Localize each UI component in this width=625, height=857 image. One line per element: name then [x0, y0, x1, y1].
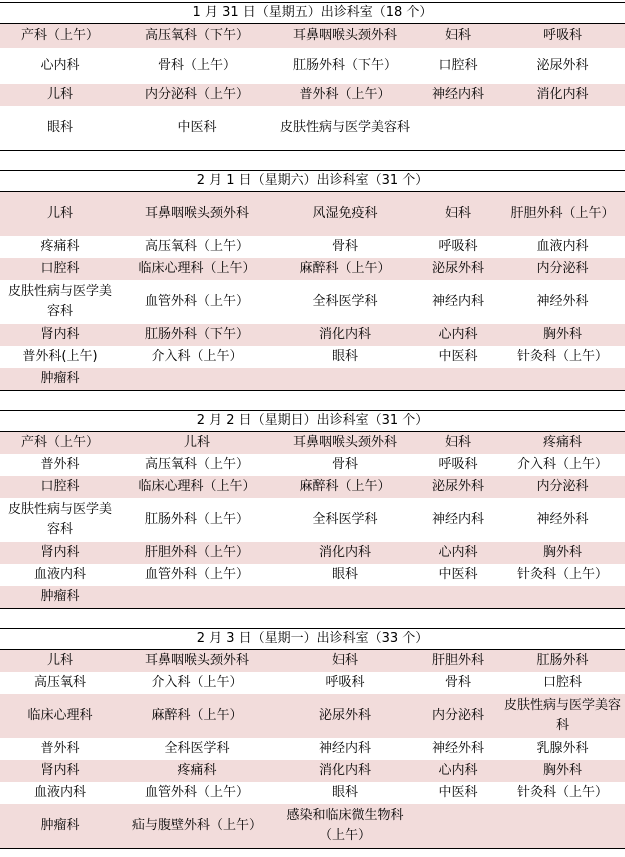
department-cell [500, 106, 625, 150]
department-cell: 耳鼻咽喉头颈外科 [120, 650, 274, 672]
department-cell: 肾内科 [0, 542, 120, 564]
department-cell: 儿科 [0, 84, 120, 106]
department-cell [416, 586, 500, 608]
department-cell: 神经外科 [431, 741, 484, 756]
department-cell: 普外科 [40, 457, 80, 472]
department-cell [500, 586, 625, 608]
table-row [0, 564, 625, 586]
department-cell: 消化内科 [274, 542, 416, 564]
department-cell: 高压氧科（下午） [120, 24, 274, 48]
department-cell: 中医科 [438, 785, 478, 800]
department-cell: 临床心理科（上午） [120, 476, 274, 498]
department-cell: 肿瘤科 [0, 804, 120, 848]
department-cell [500, 804, 625, 848]
department-cell: 呼吸科 [438, 239, 478, 254]
department-cell [416, 368, 500, 390]
department-cell: 肛肠外科（下午） [292, 58, 397, 73]
department-cell: 神经外科 [536, 512, 589, 527]
department-cell: 临床心理科 [0, 694, 120, 738]
department-cell: 血管外科（上午） [144, 294, 249, 309]
department-cell: 风湿免疫科 [274, 192, 416, 236]
department-cell: 高压氧科（上午） [144, 457, 249, 472]
department-cell: 泌尿外科 [416, 476, 500, 498]
department-cell: 神经内科 [431, 512, 484, 527]
department-cell [274, 368, 416, 390]
section-gap [0, 151, 625, 170]
department-cell: 妇科 [416, 432, 500, 454]
department-cell: 血管外科（上午） [144, 785, 249, 800]
department-cell: 肛肠外科（上午） [144, 512, 249, 527]
department-cell: 眼科 [331, 567, 358, 582]
table-row [0, 48, 625, 84]
table-row [0, 454, 625, 476]
table-row [0, 650, 625, 672]
table-row [0, 586, 625, 608]
department-cell: 消化内科 [500, 84, 625, 106]
department-table [0, 432, 625, 608]
department-cell: 神经内科 [431, 294, 484, 309]
department-cell: 消化内科 [274, 324, 416, 346]
department-cell: 内分泌科 [500, 476, 625, 498]
section-title: 2 月 2 日（星期日）出诊科室（31 个） [0, 410, 625, 432]
schedule-section-feb3 [0, 628, 625, 849]
department-cell: 感染和临床微生物科（上午） [274, 804, 416, 848]
department-cell: 儿科 [0, 192, 120, 236]
table-row [0, 498, 625, 542]
department-cell: 呼吸科 [325, 675, 365, 690]
department-cell: 全科医学科 [312, 294, 378, 309]
department-cell [120, 368, 274, 390]
table-row [0, 236, 625, 258]
department-cell: 胸外科 [500, 760, 625, 782]
department-cell: 普外科 [40, 741, 80, 756]
department-cell: 肝胆外科 [416, 650, 500, 672]
department-cell: 产科（上午） [0, 432, 120, 454]
department-cell [274, 586, 416, 608]
section-title: 2 月 1 日（星期六）出诊科室（31 个） [0, 170, 625, 192]
department-cell [416, 106, 500, 150]
department-cell: 疼痛科 [40, 239, 80, 254]
department-cell: 全科医学科 [164, 741, 230, 756]
department-cell: 肛肠外科（下午） [120, 324, 274, 346]
section-title: 1 月 31 日（星期五）出诊科室（18 个） [0, 2, 625, 24]
department-cell: 普外科（上午） [274, 84, 416, 106]
department-cell: 血液内科 [536, 239, 589, 254]
department-cell: 耳鼻咽喉头颈外科 [274, 432, 416, 454]
department-cell: 肝胆外科（上午） [120, 542, 274, 564]
section-title: 2 月 3 日（星期一）出诊科室（33 个） [0, 628, 625, 650]
section-gap [0, 391, 625, 410]
department-cell: 骨科 [331, 457, 358, 472]
table-row [0, 258, 625, 280]
table-row [0, 324, 625, 346]
department-cell: 乳腺外科 [536, 741, 589, 756]
department-cell: 针灸科（上午） [516, 349, 608, 364]
department-cell: 针灸科（上午） [516, 785, 608, 800]
department-cell: 心内科 [416, 324, 500, 346]
table-row [0, 760, 625, 782]
table-row [0, 24, 625, 48]
department-cell: 泌尿外科 [274, 694, 416, 738]
department-cell: 针灸科（上午） [516, 567, 608, 582]
department-cell: 中医科 [438, 567, 478, 582]
department-cell: 呼吸科 [438, 457, 478, 472]
department-cell: 产科（上午） [0, 24, 120, 48]
department-cell: 心内科 [416, 542, 500, 564]
department-cell: 血管外科（上午） [144, 567, 249, 582]
department-cell [120, 586, 274, 608]
table-row [0, 192, 625, 236]
department-cell: 高压氧科 [33, 675, 86, 690]
department-cell: 皮肤性病与医学美容科 [279, 120, 410, 135]
department-cell: 心内科 [416, 760, 500, 782]
department-cell: 介入科（上午） [151, 349, 243, 364]
table-row [0, 804, 625, 848]
department-cell: 内分泌科（上午） [120, 84, 274, 106]
department-cell: 心内科 [40, 58, 80, 73]
department-cell: 血液内科 [33, 567, 86, 582]
table-row [0, 738, 625, 760]
department-cell: 口腔科 [438, 58, 478, 73]
table-row [0, 84, 625, 106]
table-row [0, 542, 625, 564]
department-cell: 肾内科 [0, 760, 120, 782]
table-row [0, 106, 625, 150]
department-cell: 胸外科 [500, 542, 625, 564]
department-cell: 眼科 [331, 349, 358, 364]
department-cell: 神经内科 [318, 741, 371, 756]
department-cell: 口腔科 [0, 258, 120, 280]
department-cell: 眼科 [46, 120, 73, 135]
department-cell: 中医科 [177, 120, 217, 135]
department-cell: 眼科 [331, 785, 358, 800]
table-row [0, 432, 625, 454]
department-cell: 麻醉科（上午） [274, 476, 416, 498]
department-cell: 肛肠外科 [500, 650, 625, 672]
section-gap [0, 609, 625, 628]
department-cell: 肿瘤科 [0, 586, 120, 608]
schedule-section-feb1 [0, 170, 625, 391]
table-row [0, 694, 625, 738]
table-row [0, 672, 625, 694]
department-table [0, 24, 625, 150]
table-row [0, 346, 625, 368]
table-row [0, 280, 625, 324]
department-cell: 泌尿外科 [536, 58, 589, 73]
department-cell: 妇科 [274, 650, 416, 672]
department-cell: 疝与腹壁外科（上午） [120, 804, 274, 848]
department-cell: 临床心理科（上午） [120, 258, 274, 280]
table-row [0, 782, 625, 804]
department-cell [416, 804, 500, 848]
department-cell: 骨科（上午） [157, 58, 236, 73]
department-table [0, 650, 625, 848]
department-cell: 全科医学科 [312, 512, 378, 527]
department-cell: 皮肤性病与医学美容科 [7, 284, 112, 319]
department-cell: 肝胆外科（上午） [500, 192, 625, 236]
department-cell: 普外科(上午) [22, 349, 98, 364]
department-cell: 麻醉科（上午） [274, 258, 416, 280]
department-cell: 泌尿外科 [416, 258, 500, 280]
department-cell: 骨科 [444, 675, 471, 690]
department-cell: 耳鼻咽喉头颈外科 [274, 24, 416, 48]
department-cell: 高压氧科（上午） [144, 239, 249, 254]
department-cell: 耳鼻咽喉头颈外科 [120, 192, 274, 236]
table-row [0, 368, 625, 390]
department-cell: 神经内科 [416, 84, 500, 106]
department-cell: 麻醉科（上午） [120, 694, 274, 738]
department-table [0, 192, 625, 390]
department-cell: 皮肤性病与医学美容科 [500, 694, 625, 738]
schedule-section-jan31 [0, 2, 625, 151]
department-cell: 妇科 [416, 192, 500, 236]
department-cell: 口腔科 [542, 675, 582, 690]
department-cell: 介入科（上午） [516, 457, 608, 472]
department-cell: 皮肤性病与医学美容科 [7, 502, 112, 537]
department-cell [500, 368, 625, 390]
schedule-section-feb2 [0, 410, 625, 609]
department-cell: 妇科 [416, 24, 500, 48]
department-cell: 内分泌科 [416, 694, 500, 738]
department-cell: 肾内科 [0, 324, 120, 346]
table-row [0, 476, 625, 498]
department-cell: 神经外科 [536, 294, 589, 309]
department-cell: 血液内科 [33, 785, 86, 800]
department-cell: 儿科 [0, 650, 120, 672]
department-cell: 胸外科 [500, 324, 625, 346]
department-cell: 消化内科 [274, 760, 416, 782]
department-cell: 介入科（上午） [151, 675, 243, 690]
department-cell: 呼吸科 [500, 24, 625, 48]
department-cell: 肿瘤科 [0, 368, 120, 390]
department-cell: 疼痛科 [500, 432, 625, 454]
department-cell: 内分泌科 [500, 258, 625, 280]
department-cell: 儿科 [120, 432, 274, 454]
department-cell: 中医科 [438, 349, 478, 364]
department-cell: 骨科 [331, 239, 358, 254]
department-cell: 疼痛科 [120, 760, 274, 782]
department-cell: 口腔科 [0, 476, 120, 498]
